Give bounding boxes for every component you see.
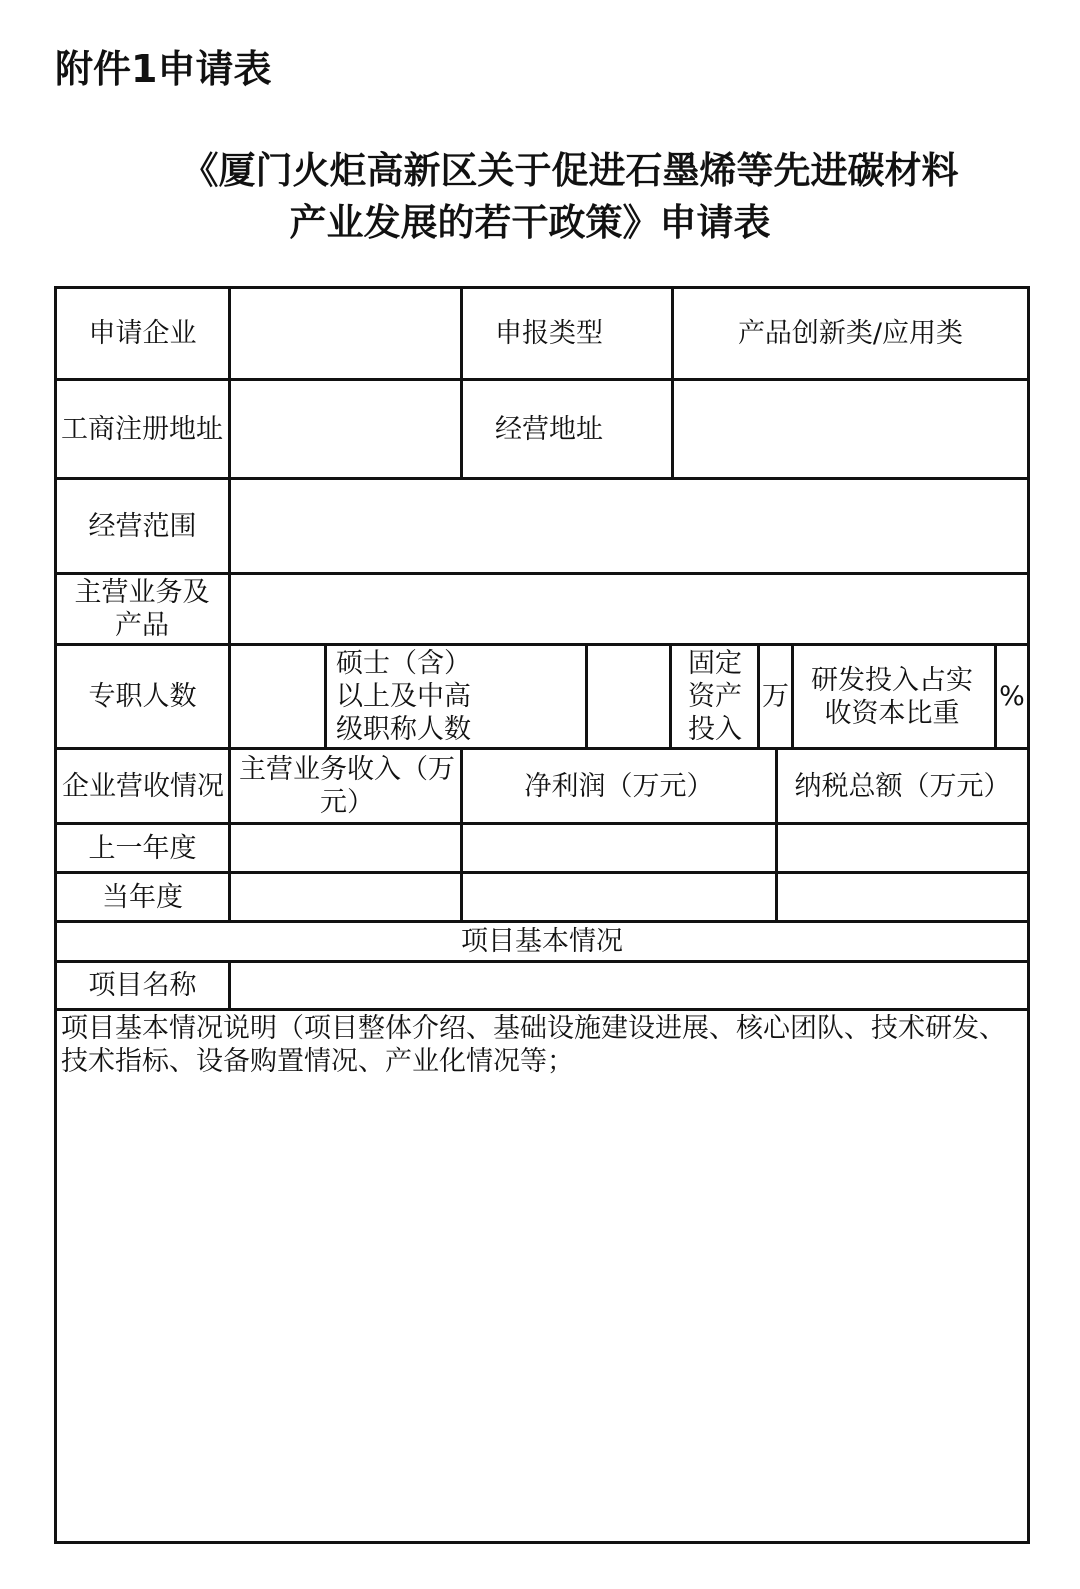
last-year-tax-input[interactable] xyxy=(778,825,1027,871)
application-form xyxy=(54,286,1030,1544)
col-tax-total: 纳税总额（万元） xyxy=(794,770,1011,802)
last-year-profit-input[interactable] xyxy=(463,825,775,871)
company-label: 申请企业 xyxy=(88,318,197,349)
rd-ratio-label: 研发投入占实收资本比重 xyxy=(811,664,973,729)
last-year-revenue-input[interactable] xyxy=(231,825,460,871)
declare-type-label: 申报类型 xyxy=(495,318,603,349)
project-name-input[interactable] xyxy=(231,963,1027,1008)
declare-type-value[interactable]: 产品创新类/应用类 xyxy=(737,318,964,349)
fixed-asset-label: 固定资产投入 xyxy=(688,648,742,745)
staff-label: 专职人数 xyxy=(88,681,197,712)
vline xyxy=(460,286,463,477)
biz-address-input[interactable] xyxy=(674,381,1027,477)
hline xyxy=(54,1008,1030,1011)
main-business-input[interactable] xyxy=(231,575,1027,643)
staff-input[interactable] xyxy=(231,646,324,747)
project-section-header: 项目基本情况 xyxy=(461,926,623,957)
hline xyxy=(54,1541,1030,1544)
col-main-revenue: 主营业务收入（万元） xyxy=(239,754,455,818)
reg-address-input[interactable] xyxy=(231,381,460,477)
biz-scope-input[interactable] xyxy=(231,480,1027,572)
company-input[interactable] xyxy=(231,289,460,378)
form-title-line1: 《厦门火炬高新区关于促进石墨烯等先进碳材料 xyxy=(181,149,959,192)
vline xyxy=(791,643,794,747)
project-name-label: 项目名称 xyxy=(88,970,197,1001)
master-input[interactable] xyxy=(588,646,669,747)
this-year-revenue-input[interactable] xyxy=(231,874,460,920)
form-title-line2: 产业发展的若干政策》申请表 xyxy=(289,201,771,244)
this-year-profit-input[interactable] xyxy=(463,874,775,920)
rd-ratio-unit: % xyxy=(999,681,1025,712)
vline xyxy=(669,643,672,747)
fixed-asset-unit: 万 xyxy=(762,681,789,712)
this-year-tax-input[interactable] xyxy=(778,874,1027,920)
biz-address-label: 经营地址 xyxy=(495,413,603,445)
biz-scope-label: 经营范围 xyxy=(88,510,197,542)
vline xyxy=(324,643,327,747)
row-this-year: 当年度 xyxy=(102,881,183,913)
reg-address-label: 工商注册地址 xyxy=(61,413,223,445)
vline xyxy=(1027,286,1030,1544)
attachment-label: 附件1申请表 xyxy=(55,47,272,91)
main-business-label: 主营业务及产品 xyxy=(74,577,210,641)
revenue-label: 企业营收情况 xyxy=(62,770,224,802)
master-label: 硕士（含）以上及中高级职称人数 xyxy=(336,648,471,745)
project-description-area[interactable]: 项目基本情况说明（项目整体介绍、基础设施建设进展、核心团队、技术研发、技术指标、设备购置情况、产业化情况等； xyxy=(61,1013,1006,1077)
row-last-year: 上一年度 xyxy=(88,832,197,864)
col-net-profit: 净利润（万元） xyxy=(524,770,714,802)
